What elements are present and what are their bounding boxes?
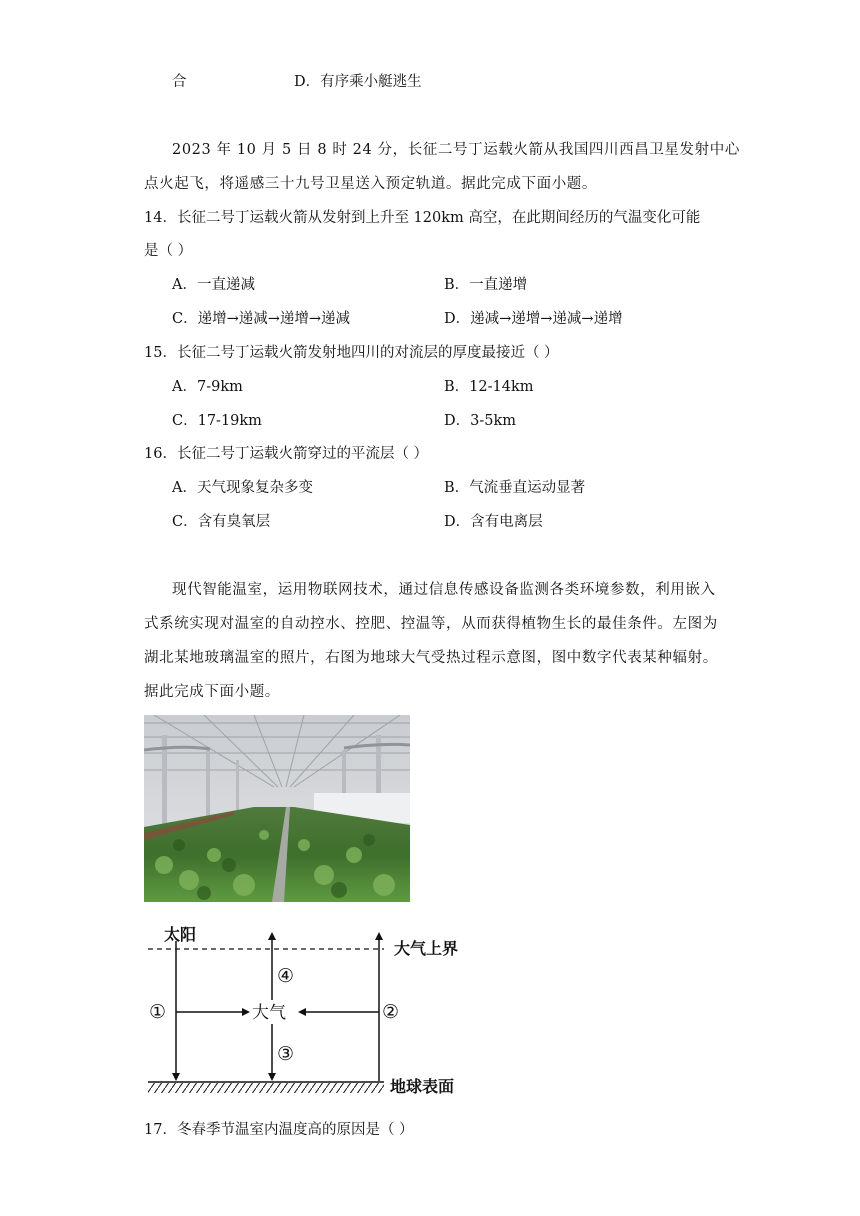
radiation-1-label: ① [149, 1001, 167, 1023]
passage2-line1: 现代智能温室，运用物联网技术，通过信息传感设备监测各类环境参数，利用嵌入 [172, 582, 716, 598]
q14-option-a: A．一直递减 [172, 277, 255, 293]
q16-option-a: A．天气现象复杂多变 [172, 480, 313, 496]
earth-surface-label: 地球表面 [390, 1077, 455, 1096]
q14-option-b: B．一直递增 [444, 277, 528, 293]
q14-stem-line1: 14．长征二号丁运载火箭从发射到上升至 120km 高空，在此期间经历的气温变化可能 [144, 210, 701, 226]
q16-option-c: C．含有臭氧层 [172, 514, 271, 530]
atmosphere-top-label: 大气上界 [394, 939, 459, 958]
q15-option-a: A．7-9km [172, 379, 243, 395]
q15-option-c: C．17-19km [172, 413, 262, 429]
q17-stem: 17．冬春季节温室内温度高的原因是（ ） [144, 1122, 414, 1138]
atmosphere-label: 大气 [252, 1003, 286, 1023]
sun-label: 太阳 [164, 925, 197, 944]
radiation-4-label: ④ [277, 965, 295, 987]
passage1-line1: 2023 年 10 月 5 日 8 时 24 分，长征二号丁运载火箭从我国四川西昌卫星发射中心 [172, 142, 740, 158]
atmosphere-heating-diagram [144, 918, 474, 1100]
q15-option-b: B．12-14km [444, 379, 534, 395]
q15-option-d: D．3-5km [444, 413, 517, 429]
passage2-line3: 湖北某地玻璃温室的照片，右图为地球大气受热过程示意图，图中数字代表某种辐射。 [144, 650, 718, 666]
q16-stem: 16．长征二号丁运载火箭穿过的平流层（ ） [144, 446, 429, 462]
previous-option-d: D．有序乘小艇逃生 [294, 74, 422, 90]
q14-option-d: D．递减→递增→递减→递增 [444, 311, 623, 327]
q16-option-d: D．含有电离层 [444, 514, 543, 530]
q14-stem-line2: 是（ ） [144, 243, 193, 259]
passage2-line2: 式系统实现对温室的自动控水、控肥、控温等，从而获得植物生长的最佳条件。左图为 [144, 616, 718, 632]
radiation-3-label: ③ [277, 1043, 295, 1065]
passage2-line4: 据此完成下面小题。 [144, 684, 280, 700]
previous-option-fragment: 合 [172, 74, 187, 90]
radiation-2-label: ② [382, 1001, 400, 1023]
q15-stem: 15．长征二号丁运载火箭发射地四川的对流层的厚度最接近（ ） [144, 345, 559, 361]
q16-option-b: B．气流垂直运动显著 [444, 480, 586, 496]
q14-option-c: C．递增→递减→递增→递减 [172, 311, 351, 327]
passage1-line2: 点火起飞，将遥感三十九号卫星送入预定轨道。据此完成下面小题。 [144, 176, 597, 192]
greenhouse-photo [144, 715, 410, 902]
ground-hatching [148, 1083, 384, 1093]
